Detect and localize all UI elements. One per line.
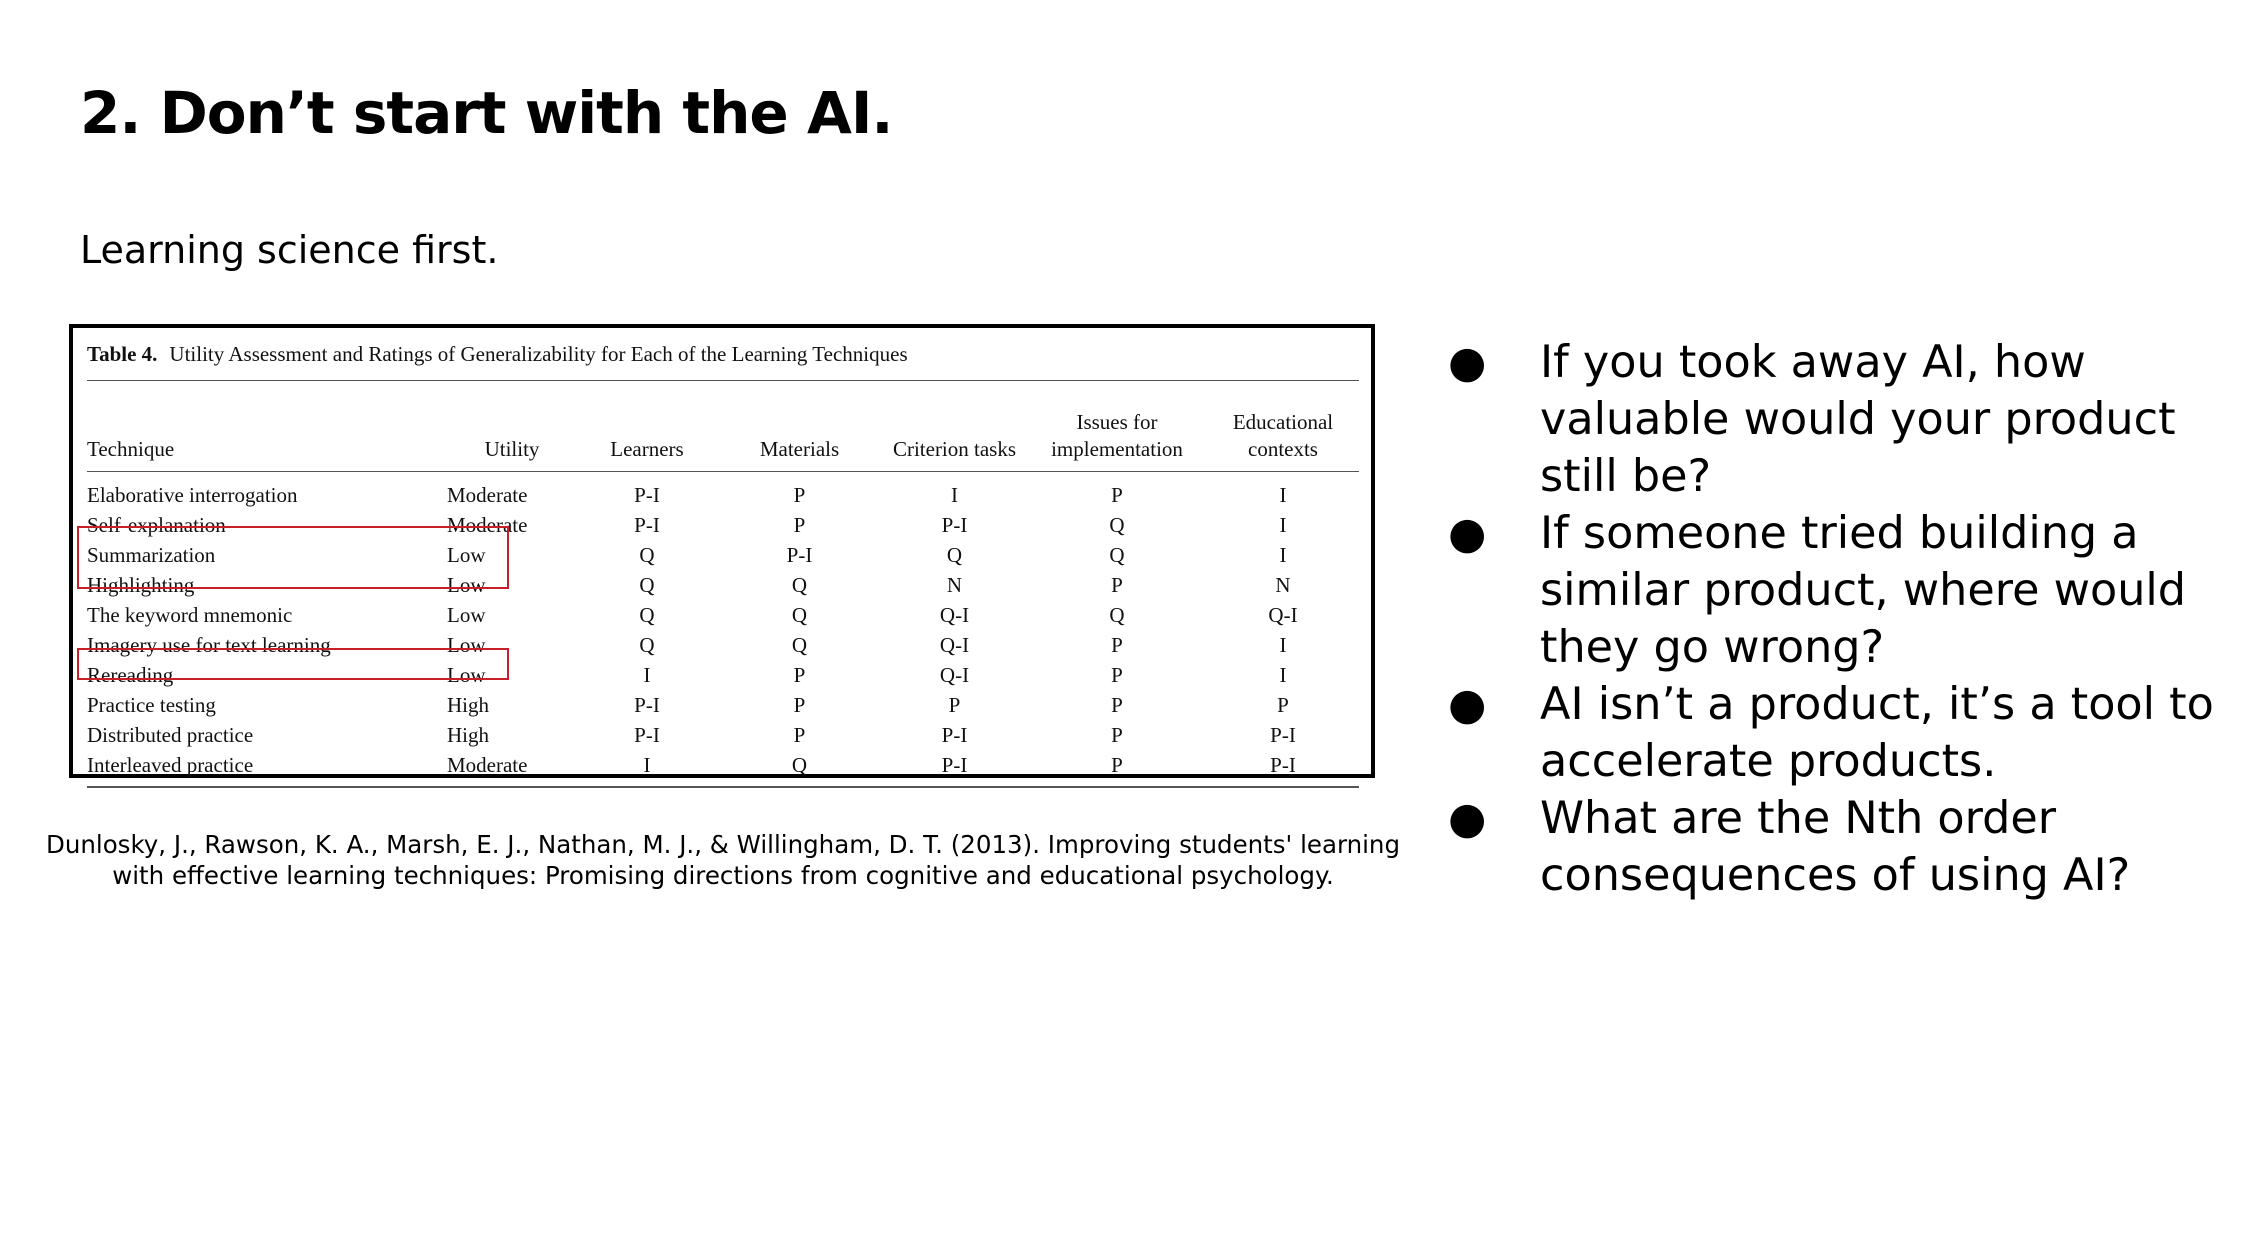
- slide-title: 2. Don’t start with the AI.: [80, 79, 893, 147]
- cell-utility: Low: [447, 573, 486, 597]
- cell-criterion: Q-I: [939, 633, 970, 657]
- cell-learners: P-I: [634, 483, 660, 507]
- bullet-item: [1448, 676, 2238, 790]
- cell-materials: Q: [717, 750, 882, 787]
- table-row: [87, 660, 1359, 690]
- cell-utility: Low: [447, 543, 486, 567]
- cell-learners: Q: [639, 543, 655, 567]
- cell-educational: P: [1277, 693, 1289, 717]
- bullet-item: [1448, 334, 2238, 505]
- slide-subtitle: Learning science first.: [80, 228, 499, 272]
- bullet-item: [1448, 505, 2238, 676]
- cell-criterion: Q-I: [939, 603, 970, 627]
- cell-criterion: Q: [946, 543, 963, 567]
- cell-materials: P: [793, 663, 806, 687]
- cell-technique: Summarization: [87, 543, 216, 567]
- table-row: [87, 472, 1359, 511]
- cell-issues: P: [1111, 483, 1123, 507]
- cell-learners: P-I: [634, 513, 660, 537]
- cell-materials: Q: [791, 573, 808, 597]
- cell-utility: Moderate: [447, 750, 577, 787]
- bullet-text: What are the Nth order consequences of using AI?: [1540, 793, 2131, 901]
- cell-materials: P: [793, 483, 806, 507]
- cell-materials: P-I: [786, 543, 813, 567]
- cell-learners: I: [643, 663, 651, 687]
- cell-issues: Q: [1109, 513, 1125, 537]
- table-row: [87, 630, 1359, 660]
- cell-educational: I: [1279, 483, 1287, 507]
- cell-materials: P: [793, 513, 806, 537]
- bullet-text: AI isn’t a product, it’s a tool to accelerate products.: [1540, 679, 2214, 787]
- cell-utility: Moderate: [447, 513, 528, 537]
- table-content: [87, 328, 1359, 788]
- cell-educational: I: [1279, 663, 1287, 687]
- cell-issues: P: [1027, 750, 1207, 787]
- cell-utility: High: [447, 693, 489, 717]
- table-row: [87, 570, 1359, 600]
- bullet-dot-icon: ●: [1448, 793, 1487, 844]
- cell-learners: I: [577, 750, 717, 787]
- cell-educational: I: [1279, 513, 1287, 537]
- bullet-text: If you took away AI, how valuable would your product still be?: [1540, 337, 2176, 502]
- cell-utility: High: [447, 723, 489, 747]
- table-header-row: [87, 393, 1359, 472]
- cell-technique: Self-explanation: [87, 513, 226, 537]
- cell-utility: Moderate: [447, 483, 528, 507]
- table-image-frame: [69, 324, 1375, 778]
- cell-issues: P: [1111, 723, 1123, 747]
- table-caption-label: Table 4.: [87, 342, 158, 366]
- cell-issues: P: [1111, 663, 1123, 687]
- cell-technique: Imagery use for text learning: [87, 633, 331, 657]
- header-educational-contexts: Educational contexts: [1207, 393, 1359, 472]
- cell-educational: Q-I: [1268, 603, 1298, 627]
- cell-educational: P-I: [1270, 723, 1296, 747]
- cell-criterion: P-I: [882, 750, 1027, 787]
- bullet-dot-icon: ●: [1448, 679, 1487, 730]
- table-row: [87, 720, 1359, 750]
- cell-technique: The keyword mnemonic: [87, 603, 293, 627]
- cell-criterion: P-I: [941, 723, 968, 747]
- cell-issues: Q: [1109, 603, 1125, 627]
- cell-issues: Q: [1109, 543, 1125, 567]
- header-learners: Learners: [577, 393, 717, 472]
- cell-technique: Highlighting: [87, 573, 195, 597]
- cell-educational: P-I: [1207, 750, 1359, 787]
- cell-learners: P-I: [634, 723, 660, 747]
- cell-criterion: P-I: [941, 513, 968, 537]
- learning-techniques-table: [87, 393, 1359, 788]
- cell-technique: Elaborative interrogation: [87, 483, 298, 507]
- cell-utility: Low: [447, 633, 486, 657]
- cell-materials: P: [793, 723, 806, 747]
- cell-learners: P-I: [634, 693, 660, 717]
- cell-educational: I: [1279, 543, 1287, 567]
- citation-text: Dunlosky, J., Rawson, K. A., Marsh, E. J., Nathan, M. J., & Willingham, D. T. (2013). Improving students' learning with effective learning techniques: Promising directions from cognitive and educational psychology.: [45, 830, 1401, 890]
- table-body: [87, 472, 1359, 788]
- table-row: [87, 690, 1359, 720]
- bullet-list: [1448, 334, 2238, 904]
- cell-learners: Q: [639, 573, 655, 597]
- cell-issues: P: [1111, 573, 1123, 597]
- cell-materials: Q: [791, 603, 808, 627]
- cell-educational: I: [1279, 633, 1287, 657]
- bullet-dot-icon: ●: [1448, 508, 1487, 559]
- cell-technique: Distributed practice: [87, 723, 254, 747]
- table-row: [87, 750, 1359, 787]
- cell-issues: P: [1111, 633, 1123, 657]
- cell-materials: Q: [791, 633, 808, 657]
- header-utility: Utility: [447, 393, 577, 472]
- header-technique: Technique: [87, 393, 447, 472]
- cell-utility: Low: [447, 603, 486, 627]
- bullet-dot-icon: ●: [1448, 337, 1487, 388]
- cell-criterion: I: [951, 483, 958, 507]
- cell-materials: P: [793, 693, 806, 717]
- cell-criterion: Q-I: [939, 663, 970, 687]
- cell-utility: Low: [447, 663, 486, 687]
- cell-educational: N: [1275, 573, 1291, 597]
- header-criterion-tasks: Criterion tasks: [882, 393, 1027, 472]
- cell-issues: P: [1111, 693, 1123, 717]
- bullet-text: If someone tried building a similar product, where would they go wrong?: [1540, 508, 2187, 673]
- cell-technique: Interleaved practice: [87, 750, 447, 787]
- table-caption: [87, 328, 1359, 381]
- table-row: [87, 540, 1359, 570]
- table-row: [87, 600, 1359, 630]
- cell-technique: Rereading: [87, 663, 174, 687]
- table-row: [87, 510, 1359, 540]
- cell-learners: Q: [639, 633, 655, 657]
- cell-criterion: N: [946, 573, 963, 597]
- cell-technique: Practice testing: [87, 693, 216, 717]
- table-caption-text: Utility Assessment and Ratings of Generalizability for Each of the Learning Techniques: [169, 342, 908, 366]
- header-issues-for-implementation: Issues for implementation: [1027, 393, 1207, 472]
- header-materials: Materials: [717, 393, 882, 472]
- bullet-item: [1448, 790, 2238, 904]
- cell-learners: Q: [639, 603, 655, 627]
- cell-criterion: P: [948, 693, 961, 717]
